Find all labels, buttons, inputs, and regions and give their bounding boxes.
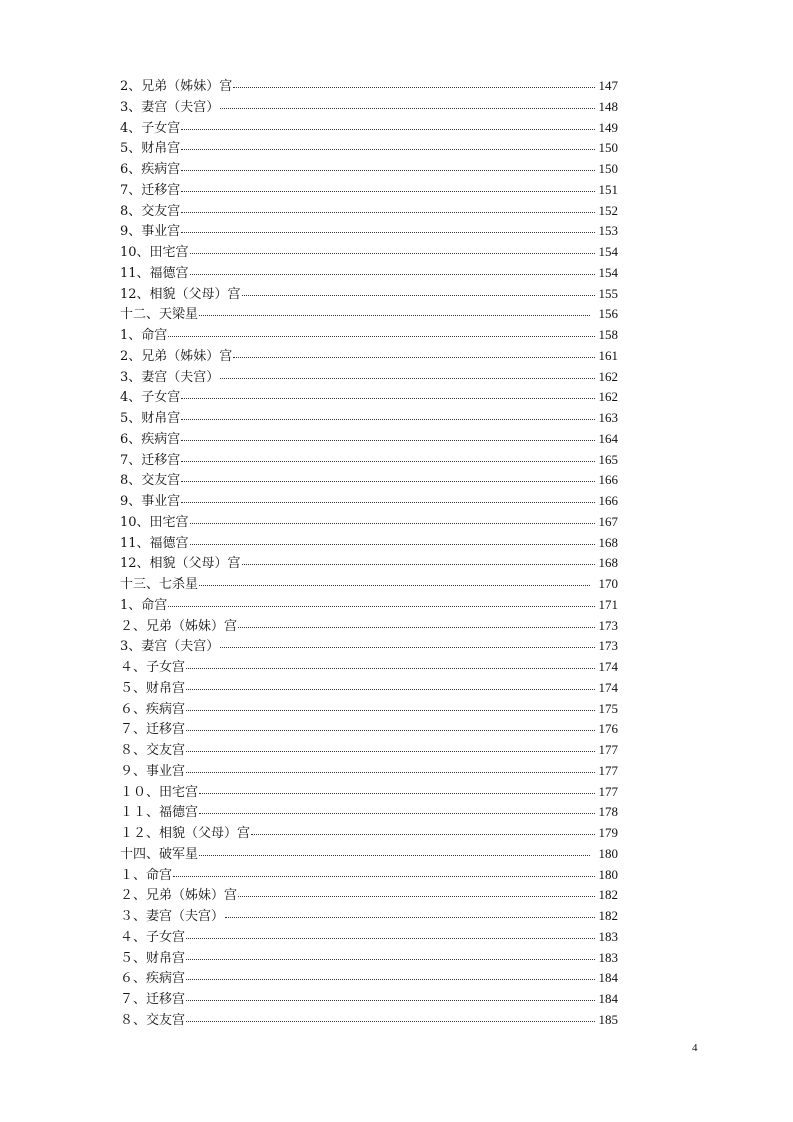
toc-entry[interactable] <box>120 138 618 159</box>
toc-entry-page: 177 <box>598 762 618 778</box>
toc-entry-page: 161 <box>598 347 618 363</box>
toc-entry[interactable] <box>120 367 618 388</box>
toc-entry-label: 2、兄弟（姊妹）宫 <box>120 79 233 94</box>
toc-entry-label: 3、妻宫（夫宫） <box>120 99 220 115</box>
toc-entry-label: 3、妻宫（夫宫） <box>120 639 220 655</box>
toc-entry[interactable] <box>120 118 618 139</box>
dot-leader <box>199 584 590 586</box>
dot-leader <box>199 792 595 794</box>
toc-entry-page: 180 <box>598 866 618 882</box>
dot-leader <box>181 231 595 233</box>
toc-entry-label: 8、交友宫 <box>120 203 181 219</box>
toc-entry-page: 176 <box>598 721 618 737</box>
dot-leader <box>242 563 595 565</box>
toc-entry-page: 173 <box>598 638 618 654</box>
toc-entry-page: 154 <box>598 264 618 280</box>
dot-leader <box>186 937 595 939</box>
toc-entry[interactable] <box>120 761 618 782</box>
dot-leader <box>220 377 595 379</box>
dot-leader <box>186 709 595 711</box>
toc-entry[interactable] <box>120 76 618 97</box>
toc-entry-label: 2、兄弟（姊妹）宫 <box>120 348 233 364</box>
dot-leader <box>168 335 595 337</box>
toc-entry-page: 162 <box>598 368 618 384</box>
toc-entry-label: 8、交友宫 <box>120 473 181 489</box>
toc-entry[interactable] <box>120 740 618 761</box>
toc-entry[interactable] <box>120 533 618 554</box>
toc-entry[interactable] <box>120 221 618 242</box>
dot-leader <box>181 148 595 150</box>
toc-section-heading[interactable] <box>120 844 618 865</box>
dot-leader <box>186 750 595 752</box>
toc-entry-label: ８、交友宫 <box>120 743 186 758</box>
dot-leader <box>242 294 595 296</box>
toc-entry-label: 5、财帛宫 <box>120 141 181 157</box>
toc-entry[interactable] <box>120 865 618 886</box>
toc-entry[interactable] <box>120 325 618 346</box>
toc-entry-page: 178 <box>598 804 618 820</box>
toc-entry-label: 1、命宫 <box>120 328 168 343</box>
toc-entry-page: 162 <box>598 389 618 405</box>
toc-entry-page: 180 <box>598 845 618 861</box>
dot-leader <box>186 771 595 773</box>
dot-leader <box>181 169 595 171</box>
dot-leader <box>199 314 590 316</box>
toc-entry-page: 177 <box>598 783 618 799</box>
toc-entry-page: 163 <box>598 410 618 425</box>
dot-leader <box>181 439 595 441</box>
dot-leader <box>238 626 595 628</box>
toc-entry-label: ５、财帛宫 <box>120 680 186 696</box>
toc-entry-page: 174 <box>598 679 618 695</box>
toc-entry-page: 179 <box>598 825 618 840</box>
dot-leader <box>238 895 595 897</box>
toc-entry[interactable] <box>120 408 618 429</box>
toc-entry-label: 7、迁移宫 <box>120 182 181 198</box>
toc-entry-label: 十三、七杀星 <box>120 577 199 592</box>
toc-entry-page: 147 <box>598 78 618 93</box>
toc-entry-label: 12、相貌（父母）宫 <box>120 286 241 302</box>
toc-entry-page: 151 <box>598 181 618 197</box>
toc-entry[interactable] <box>120 885 618 906</box>
toc-entry-page: 166 <box>598 493 618 508</box>
toc-entry-label: 十四、破军星 <box>120 846 199 862</box>
toc-entry-label: 10、田宅宫 <box>120 245 189 260</box>
dot-leader <box>186 1020 595 1022</box>
toc-entry[interactable] <box>120 948 618 969</box>
toc-entry-label: 1、命宫 <box>120 597 168 613</box>
toc-entry[interactable] <box>120 823 618 844</box>
toc-entry-page: 165 <box>598 451 618 467</box>
toc-entry-label: 9、事业宫 <box>120 494 181 509</box>
toc-entry[interactable] <box>120 491 618 512</box>
toc-entry[interactable] <box>120 553 618 574</box>
dot-leader <box>233 356 595 358</box>
toc-entry-page: 171 <box>598 596 618 612</box>
toc-entry[interactable] <box>120 616 618 637</box>
dot-leader <box>186 958 595 960</box>
toc-entry[interactable] <box>120 968 618 989</box>
toc-entry-label: ６、疾病宫 <box>120 701 186 717</box>
dot-leader <box>186 667 595 669</box>
dot-leader <box>220 107 595 109</box>
dot-leader <box>220 646 595 648</box>
toc-entry-page: 168 <box>598 555 618 571</box>
toc-entry-page: 153 <box>598 223 618 239</box>
dot-leader <box>186 688 595 690</box>
toc-entry-page: 184 <box>598 970 618 986</box>
toc-entry-page: 156 <box>598 306 618 322</box>
dot-leader <box>173 875 595 877</box>
toc-entry-page: 183 <box>598 928 618 944</box>
dot-leader <box>181 480 595 482</box>
toc-entry[interactable] <box>120 782 618 803</box>
toc-entry[interactable] <box>120 719 618 740</box>
toc-entry-page: 168 <box>598 534 618 550</box>
dot-leader <box>199 812 595 814</box>
dot-leader <box>233 86 595 88</box>
toc-entry-page: 166 <box>598 472 618 488</box>
toc-entry-page: 152 <box>598 202 618 218</box>
toc-entry[interactable] <box>120 429 618 450</box>
toc-entry[interactable] <box>120 512 618 533</box>
dot-leader <box>186 729 595 731</box>
toc-entry[interactable] <box>120 927 618 948</box>
dot-leader <box>186 978 595 980</box>
toc-entry[interactable] <box>120 678 618 699</box>
toc-entry-label: ５、财帛宫 <box>120 950 186 966</box>
toc-entry-label: １、命宫 <box>120 867 173 883</box>
toc-entry-page: 174 <box>598 659 618 674</box>
dot-leader <box>181 397 595 399</box>
toc-entry-page: 183 <box>598 949 618 965</box>
dot-leader <box>181 128 595 130</box>
toc-entry-label: ９、事业宫 <box>120 763 186 779</box>
toc-entry-label: ６、疾病宫 <box>120 971 186 987</box>
toc-entry[interactable] <box>120 906 618 927</box>
toc-entry-label: ８、交友宫 <box>120 1012 186 1028</box>
toc-entry[interactable] <box>120 1010 618 1031</box>
toc-entry-label: 6、疾病宫 <box>120 431 181 447</box>
toc-entry[interactable] <box>120 242 618 263</box>
toc-entry-page: 182 <box>598 887 618 903</box>
toc-entry-label: 6、疾病宫 <box>120 162 181 177</box>
toc-entry-label: 7、迁移宫 <box>120 452 181 468</box>
dot-leader <box>181 501 595 503</box>
toc-entry[interactable] <box>120 802 618 823</box>
toc-entry-label: １１、福德宫 <box>120 805 199 821</box>
toc-entry[interactable] <box>120 470 618 491</box>
toc-entry-page: 150 <box>598 140 618 156</box>
toc-entry-label: 3、妻宫（夫宫） <box>120 369 220 385</box>
toc-entry-page: 150 <box>598 161 618 176</box>
dot-leader <box>186 999 595 1001</box>
toc-entry-label: 4、子女宫 <box>120 390 181 406</box>
toc-entry[interactable] <box>120 201 618 222</box>
toc-entry-page: 185 <box>598 1011 618 1027</box>
dot-leader <box>190 252 595 254</box>
toc-entry-label: ７、迁移宫 <box>120 992 186 1007</box>
toc-entry[interactable] <box>120 450 618 471</box>
toc-entry[interactable] <box>120 699 618 720</box>
toc-entry[interactable] <box>120 263 618 284</box>
toc-entry[interactable] <box>120 657 618 678</box>
toc-entry-label: ４、子女宫 <box>120 660 186 675</box>
toc-entry-label: 10、田宅宫 <box>120 514 189 530</box>
toc-entry-label: ３、妻宫（夫宫） <box>120 909 225 924</box>
dot-leader <box>181 460 595 462</box>
toc-entry-label: １０、田宅宫 <box>120 784 199 800</box>
toc-entry-label: 12、相貌（父母）宫 <box>120 556 241 572</box>
dot-leader <box>181 211 595 213</box>
dot-leader <box>190 522 595 524</box>
toc-entry-label: 11、福德宫 <box>120 265 189 281</box>
toc-entry-label: 9、事业宫 <box>120 224 181 240</box>
toc-entry[interactable] <box>120 284 618 305</box>
dot-leader <box>181 418 595 420</box>
toc-entry-label: １２、相貌（父母）宫 <box>120 826 251 841</box>
toc-entry-page: 148 <box>598 98 618 114</box>
toc-entry[interactable] <box>120 159 618 180</box>
dot-leader <box>199 854 590 856</box>
dot-leader <box>225 916 595 918</box>
toc-entry-page: 182 <box>598 908 618 923</box>
toc-entry-page: 173 <box>598 617 618 633</box>
toc-entry[interactable] <box>120 346 618 367</box>
toc-entry-label: 5、财帛宫 <box>120 411 181 426</box>
toc-section-heading[interactable] <box>120 574 618 595</box>
toc-entry-page: 158 <box>598 327 618 342</box>
toc-entry-page: 175 <box>598 700 618 716</box>
toc-entry-page: 155 <box>598 285 618 301</box>
toc-entry[interactable] <box>120 387 618 408</box>
toc-entry-label: 4、子女宫 <box>120 120 181 136</box>
toc-entry-page: 167 <box>598 513 618 529</box>
dot-leader <box>190 273 595 275</box>
toc-entry[interactable] <box>120 180 618 201</box>
toc-entry-label: ２、兄弟（姊妹）宫 <box>120 618 238 634</box>
toc-entry-label: 十二、天梁星 <box>120 307 199 323</box>
dot-leader <box>251 833 595 835</box>
toc-entry-page: 184 <box>598 991 618 1006</box>
toc-entry-page: 170 <box>598 576 618 591</box>
toc-entry-page: 177 <box>598 742 618 757</box>
dot-leader <box>168 605 595 607</box>
dot-leader <box>190 543 595 545</box>
toc-entry[interactable] <box>120 97 618 118</box>
page-number: 4 <box>692 1042 698 1054</box>
dot-leader <box>181 190 595 192</box>
toc-entry-label: ４、子女宫 <box>120 929 186 945</box>
toc-entry-page: 149 <box>598 119 618 135</box>
table-of-contents <box>120 76 618 1031</box>
toc-entry-page: 164 <box>598 430 618 446</box>
toc-entry[interactable] <box>120 989 618 1010</box>
toc-entry-label: 11、福德宫 <box>120 535 189 551</box>
toc-entry[interactable] <box>120 595 618 616</box>
toc-entry-page: 154 <box>598 244 618 259</box>
toc-entry-label: ２、兄弟（姊妹）宫 <box>120 888 238 904</box>
toc-section-heading[interactable] <box>120 304 618 325</box>
toc-entry[interactable] <box>120 636 618 657</box>
toc-entry-label: ７、迁移宫 <box>120 722 186 738</box>
